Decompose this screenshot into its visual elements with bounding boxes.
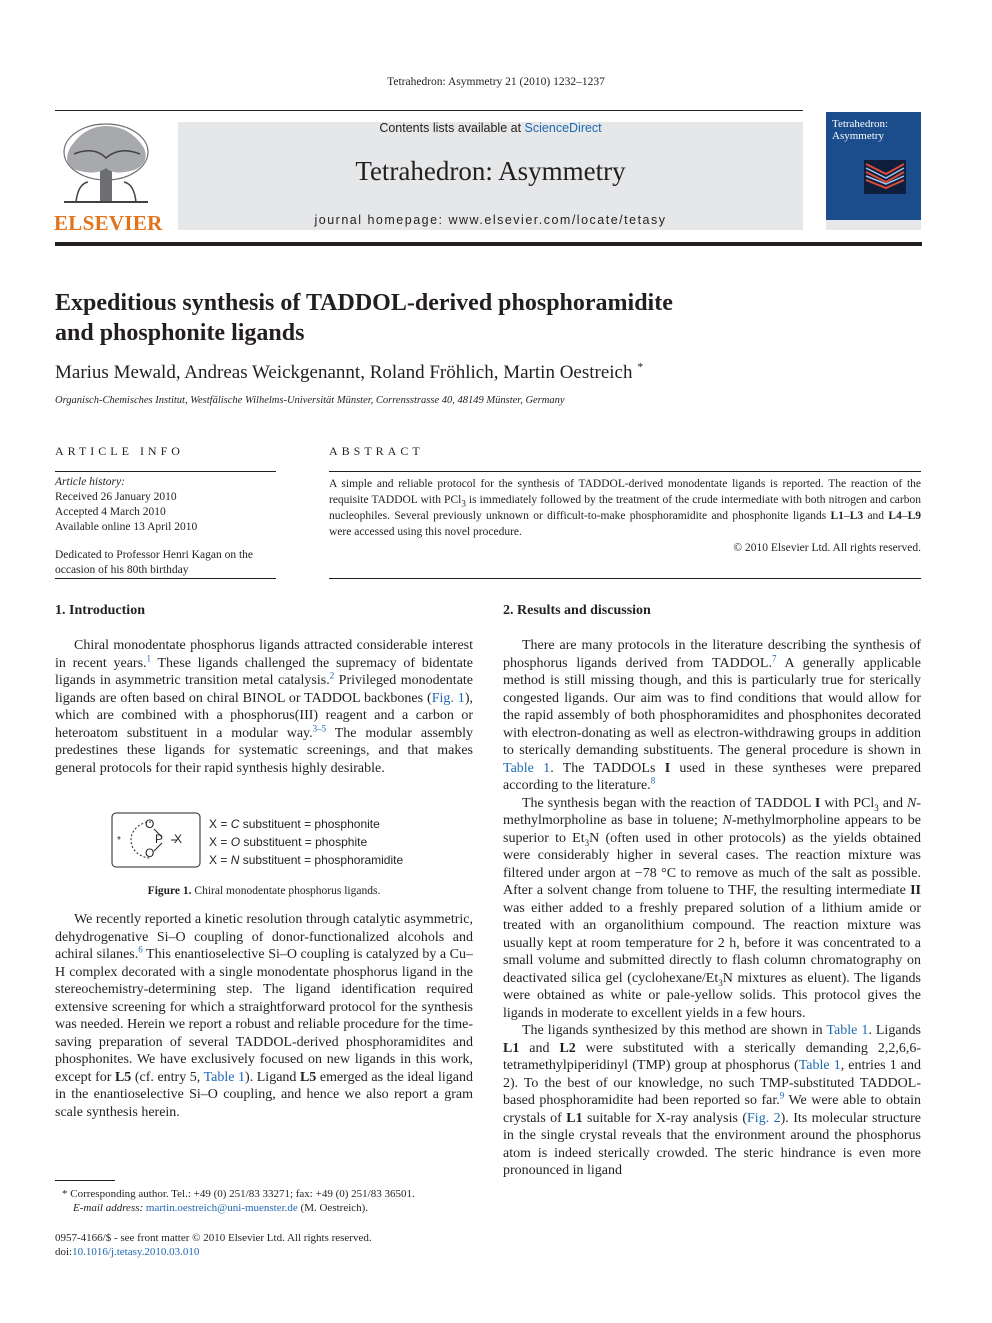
row1-symbol: C <box>230 817 240 831</box>
figure-1-row-phosphite <box>209 835 367 849</box>
history-label: Article history: <box>55 476 125 488</box>
figure-1-caption-text: Chiral monodentate phosphorus ligands. <box>194 885 381 897</box>
corresponding-author-text: Corresponding author. Tel.: +49 (0) 251/83 33271; fax: +49 (0) 251/83 36501. <box>70 1188 415 1200</box>
journal-name[interactable]: Tetrahedron: Asymmetry <box>355 156 626 186</box>
issn-line: 0957-4166/$ - see front matter © 2010 Elsevier Ltd. All rights reserved. <box>55 1232 372 1244</box>
abstract-bottom-rule <box>329 578 921 579</box>
email-link[interactable]: martin.oestreich@uni-muenster.de <box>145 1202 298 1214</box>
cover-title: Tetrahedron: Asymmetry <box>832 118 889 142</box>
journal-homepage[interactable]: journal homepage: www.elsevier.com/locate/tetasy <box>314 213 667 227</box>
figure-1-caption <box>55 884 473 899</box>
row3-prefix: X = <box>209 853 231 867</box>
dedication-line-1: Dedicated to Professor Henri Kagan on the <box>55 549 253 561</box>
corresponding-author-note: * Corresponding author. Tel.: +49 (0) 251/83 33271; fax: +49 (0) 251/83 36501. <box>62 1188 415 1200</box>
masthead-rule <box>55 242 922 246</box>
chiral-star: * <box>117 835 121 846</box>
introduction-paragraph-1: Chiral monodentate phosphorus ligands attracted considerable interest in recent years.$^1$ These ligands challenged the supremacy of bidentate ligands in asymmetric transition metal catalysis.$^2$ Privileged monodentate ligands are often based on chiral BINOL or TADDOL backbones (Fig. 1), which are combined with a phosphorus(III) reagent and a carbon or heteroatom substituent in a modular way.$^{3-5}$ The modular assembly predestines these ligands for systematic screenings, and that makes general protocols for their rapid synthesis highly desirable. <box>55 638 474 776</box>
abstract-copyright: © 2010 Elsevier Ltd. All rights reserved. <box>733 542 921 554</box>
article-history <box>55 475 280 578</box>
footnote-rule <box>55 1180 115 1181</box>
title-line-2: and phosphonite ligands <box>55 320 305 346</box>
corresponding-mark[interactable]: * <box>637 359 644 374</box>
section-results-heading: 2. Results and discussion <box>503 603 651 618</box>
journal-citation: Tetrahedron: Asymmetry 21 (2010) 1232–1237 <box>387 76 605 88</box>
row2-text: substituent = phosphite <box>240 835 368 849</box>
section-introduction-heading: 1. Introduction <box>55 603 145 618</box>
figure-1-caption-label: Figure 1. <box>147 885 192 897</box>
results-body: There are many protocols in the literature describing the synthesis of phosphorus ligands derived from TADDOL.$^7$ A generally applicable method is still missing though, and this is particularly true for sterically congested ligands. Our aim was to find conditions that would allow for the rapid assembly of both phosphoramidites and phosphonites decorated with electron-donating as well as electron-withdrawing groups in addition to sterically demanding substituents. The general procedure is shown in Table 1. The TADDOLs I used in these syntheses were prepared according to the literature.$^8$ The synthesis began with the reaction of TADDOL I with PCl$_3$ and N-methylmorpholine as base in toluene; N-methylmorpholine appears to be superior to $Et_3N$ (often used in other protocols) as the yields obtained were considerably higher in several cases. The reaction mixture was filtered under argon at −78 °C to remove as much of the salt as possible. After a solvent change from toluene to THF, the resulting intermediate II was either added to a freshly prepared solution of a lithium amide or treated with an organolithium compound. The reaction mixture was usually kept at room temperature for 2 h, before it was concentrated to a small volume and submitted directly to flash column chromatography on deactivated silica gel ($cyclohexane/Et_3N$ mixtures as eluent). The ligands were obtained as white or pale-yellow solids. This protocol gives the ligands in moderate to excellent yields in a few hours. The ligands synthesized by this method are shown in Table 1. Ligands L1 and L2 were substituted with a sterically demanding 2,2,6,6-tetramethylpiperidinyl (TMP) group at phosphorus (Table 1, entries 1 and 2). To the best of our knowledge, no such TMP-substituted TADDOL-based phosphoramidite had been reported so far.$^9$ We were able to obtain crystals of L1 suitable for X-ray analysis (Fig. 2). Its molecular structure in the single crystal reveals that the environment around the phosphorus atom is indeed sterically crowded. The steric hindrance is even more pronounced in ligand <box>503 638 922 1178</box>
article-info-rule <box>55 471 276 472</box>
email-label: E-mail address: <box>73 1202 144 1214</box>
introduction-paragraph-2: We recently reported a kinetic resolution through catalytic asymmetric, dehydrogenative Si–O coupling of donor-functionalized alcohols and achiral silanes.$^6$ This enantioselective Si–O coupling is catalyzed by a Cu–H complex decorated with a single monodentate phosphorus ligand in the stereochemistry-determining step. The ligand identification required extensive screening for which a straightforward protocol for the synthesis was needed. Herein we report a robust and reliable procedure for the time-saving preparation of several TADDOL-derived phosphoramidites and phosphonites. We have exclusively focused on new ligands in this work, except for L5 (cf. entry 5, Table 1). Ligand L5 emerged as the ideal ligand in the enantioselective Si–O coupling, and hence we also report a gram scale synthesis herein. <box>55 912 473 1120</box>
accepted-date: Accepted 4 March 2010 <box>55 506 166 518</box>
header-divider <box>55 110 803 111</box>
row2-prefix: X = <box>209 835 231 849</box>
dedication-line-2: occasion of his 80th birthday <box>55 564 189 576</box>
figure-1-row-phosphoramidite <box>209 853 403 867</box>
atom-o-bottom: O <box>145 846 155 860</box>
elsevier-wordmark: ELSEVIER <box>54 211 163 235</box>
online-date: Available online 13 April 2010 <box>55 521 198 533</box>
elsevier-tree-icon <box>54 118 158 210</box>
article-info-bottom-rule <box>55 578 276 579</box>
figure-1-row-phosphonite <box>209 817 380 831</box>
doi-line <box>55 1245 475 1259</box>
author-list <box>55 359 644 384</box>
title-line-1: Expeditious synthesis of TADDOL-derived phosphoramidite <box>55 290 673 316</box>
email-note <box>73 1201 493 1215</box>
sciencedirect-link[interactable]: ScienceDirect <box>524 121 602 135</box>
article-info-heading: ARTICLE INFO <box>55 444 184 458</box>
article-title <box>55 288 775 348</box>
affiliation: Organisch-Chemisches Institut, Westfälische Wilhelms-Universität Münster, Corrensstrasse 40, 48149 Münster, Germany <box>55 395 565 406</box>
row2-symbol: O <box>230 835 241 849</box>
email-suffix: (M. Oestreich). <box>300 1202 369 1214</box>
abstract-rule <box>329 471 921 472</box>
contents-prefix: Contents lists available at <box>379 121 522 135</box>
row3-symbol: N <box>230 853 240 867</box>
abstract-body: A simple and reliable protocol for the synthesis of TADDOL-derived monodentate ligands is reported. The reaction of the requisite TADDOL with PCl$_3$ is immediately followed by the treatment of the crude intermediate with both nitrogen and carbon nucleophiles. Several previously unknown or difficult-to-make phosphoramidite and phosphonite ligands L1–L3 and L4–L9 were accessed using this novel procedure. <box>329 478 921 538</box>
received-date: Received 26 January 2010 <box>55 491 177 503</box>
row1-prefix: X = <box>209 817 231 831</box>
doi-link[interactable]: 10.1016/j.tetasy.2010.03.010 <box>72 1246 200 1258</box>
abstract-heading: ABSTRACT <box>329 444 424 458</box>
authors-text: Marius Mewald, Andreas Weickgenannt, Roland Fröhlich, Martin Oestreich <box>55 362 633 383</box>
atom-x: X <box>174 832 183 846</box>
contents-line <box>178 121 803 135</box>
row3-text: substituent = phosphoramidite <box>239 853 404 867</box>
row1-text: substituent = phosphonite <box>239 817 380 831</box>
doi-prefix: doi: <box>55 1246 73 1258</box>
atom-p: P <box>155 832 164 846</box>
atom-o-top: O <box>145 817 155 831</box>
